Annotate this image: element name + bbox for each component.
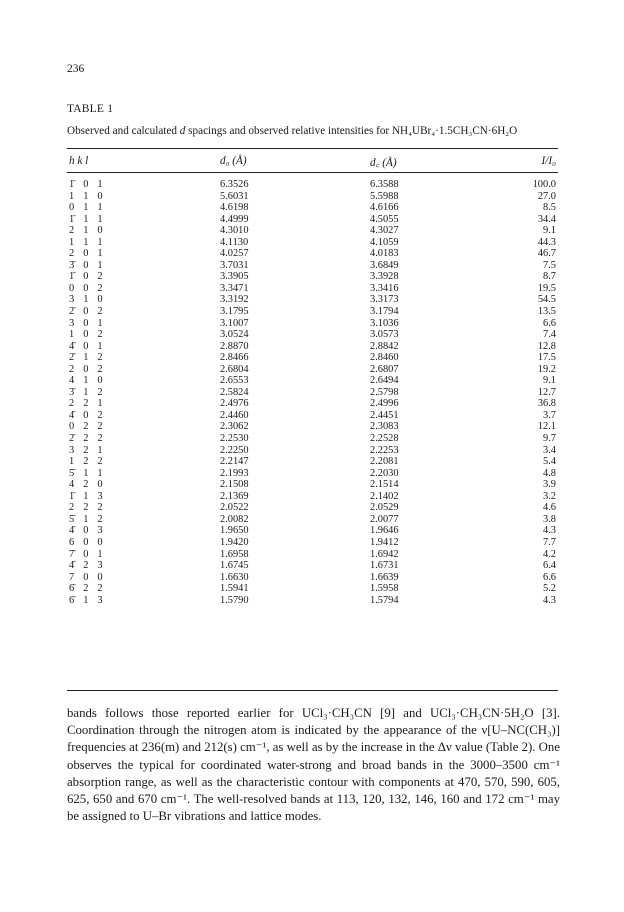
- cell-d-calc: 1.5794: [370, 594, 399, 606]
- cell-d-obs: 3.1007: [220, 317, 249, 329]
- table-row: [0, 387, 624, 399]
- table-row: [0, 214, 624, 226]
- table-row: [0, 572, 624, 584]
- cell-hkl: 7 0 0: [69, 571, 106, 583]
- cell-hkl: 1̄ 0 2: [69, 271, 106, 283]
- cell-intensity: 6.6: [543, 571, 556, 583]
- cell-intensity: 4.6: [543, 502, 556, 514]
- cell-intensity: 3.7: [543, 409, 556, 421]
- table-row: [0, 595, 624, 607]
- cell-intensity: 3.2: [543, 490, 556, 502]
- table-bottom-rule: [67, 690, 558, 691]
- cell-d-obs: 4.3010: [220, 225, 249, 237]
- cell-d-calc: 1.6639: [370, 571, 399, 583]
- table-row: [0, 491, 624, 503]
- cell-d-calc: 1.9646: [370, 525, 399, 537]
- cell-intensity: 27.0: [537, 190, 556, 202]
- cell-d-obs: 2.0082: [220, 513, 249, 525]
- cell-intensity: 7.4: [543, 329, 556, 341]
- cell-d-obs: 2.2250: [220, 444, 249, 456]
- column-header-d-calc: d꜀ (Å): [370, 157, 397, 169]
- cell-hkl: 2 1 0: [69, 225, 106, 237]
- cell-d-obs: 3.3905: [220, 271, 249, 283]
- cell-intensity: 19.2: [537, 363, 556, 375]
- table-row: [0, 583, 624, 595]
- cell-intensity: 46.7: [537, 248, 556, 260]
- cell-intensity: 13.5: [537, 306, 556, 318]
- cell-hkl: 6 0 0: [69, 536, 106, 548]
- cell-d-calc: 4.5055: [370, 213, 399, 225]
- cell-hkl: 4 1 0: [69, 375, 106, 387]
- table-row: [0, 271, 624, 283]
- cell-intensity: 4.2: [543, 548, 556, 560]
- cell-d-obs: 1.6630: [220, 571, 249, 583]
- cell-d-obs: 4.0257: [220, 248, 249, 260]
- cell-hkl: 1 1 0: [69, 190, 106, 202]
- cell-d-calc: 3.6849: [370, 259, 399, 271]
- cell-hkl: 1̄ 1 1: [69, 213, 106, 225]
- cell-d-calc: 2.2528: [370, 433, 399, 445]
- table-row: [0, 179, 624, 191]
- cell-hkl: 6̄ 2 2: [69, 583, 106, 595]
- table-row: [0, 306, 624, 318]
- cell-d-calc: 2.0529: [370, 502, 399, 514]
- cell-hkl: 4 2 0: [69, 479, 106, 491]
- cell-hkl: 5̄ 1 1: [69, 467, 106, 479]
- cell-intensity: 8.7: [543, 271, 556, 283]
- table-row: [0, 352, 624, 364]
- cell-intensity: 4.3: [543, 594, 556, 606]
- table-caption: [67, 125, 517, 137]
- cell-hkl: 3 1 0: [69, 294, 106, 306]
- cell-intensity: 100.0: [532, 179, 556, 190]
- cell-hkl: 1 2 2: [69, 456, 106, 468]
- cell-d-calc: 2.2081: [370, 456, 399, 468]
- table-row: [0, 375, 624, 387]
- body-paragraph: bands follows those reported earlier for UCl₃·CH₃CN [9] and UCl₃·CH₃CN·5H₂O [3]. Coordination through the nitrogen atom is indicated by the appearance of the ν[U–NC(CH₃)] frequencies at 236(m) and 212(s) cm⁻¹, as well as by the increase in the Δν value (Table 2). One observes the typical for coordinated water-strong and broad bands in the 3000–3500 cm⁻¹ absorption range, as well as the characteristic contour with components at 470, 570, 590, 605, 625, 650 and 670 cm⁻¹. The well-resolved bands at 113, 120, 132, 146, 160 and 172 cm⁻¹ may be assigned to U–Br vibrations and lattice modes.: [67, 706, 560, 824]
- cell-d-obs: 6.3526: [220, 179, 249, 190]
- table-row: [0, 410, 624, 422]
- cell-d-calc: 5.5988: [370, 190, 399, 202]
- cell-hkl: 3 2 1: [69, 444, 106, 456]
- cell-d-calc: 2.3083: [370, 421, 399, 433]
- cell-intensity: 12.8: [537, 340, 556, 352]
- cell-d-obs: 1.6745: [220, 560, 249, 572]
- cell-d-calc: 4.6166: [370, 202, 399, 214]
- cell-d-obs: 3.3471: [220, 282, 249, 294]
- cell-hkl: 1̄ 1 3: [69, 490, 106, 502]
- cell-hkl: 3 0 1: [69, 317, 106, 329]
- cell-hkl: 3̄ 1 2: [69, 386, 106, 398]
- cell-intensity: 4.3: [543, 525, 556, 537]
- cell-d-calc: 2.0077: [370, 513, 399, 525]
- cell-d-obs: 2.1369: [220, 490, 249, 502]
- cell-intensity: 9.1: [543, 225, 556, 237]
- cell-hkl: 2̄ 2 2: [69, 433, 106, 445]
- table-row: [0, 560, 624, 572]
- cell-d-obs: 2.3062: [220, 421, 249, 433]
- cell-intensity: 3.8: [543, 513, 556, 525]
- cell-d-obs: 1.9650: [220, 525, 249, 537]
- table-row: [0, 514, 624, 526]
- cell-intensity: 12.1: [537, 421, 556, 433]
- cell-hkl: 2̄ 0 2: [69, 306, 106, 318]
- cell-d-obs: 2.4460: [220, 409, 249, 421]
- cell-hkl: 2 0 1: [69, 248, 106, 260]
- table-row: [0, 433, 624, 445]
- cell-hkl: 1 1 1: [69, 236, 106, 248]
- cell-d-obs: 2.8870: [220, 340, 249, 352]
- cell-hkl: 1 0 2: [69, 329, 106, 341]
- column-header-d-obs: d₀ (Å): [220, 155, 247, 167]
- table-row: [0, 537, 624, 549]
- cell-hkl: 7̄ 0 1: [69, 548, 106, 560]
- cell-d-obs: 2.6553: [220, 375, 249, 387]
- cell-intensity: 36.8: [537, 398, 556, 410]
- cell-d-calc: 2.2030: [370, 467, 399, 479]
- cell-intensity: 7.7: [543, 536, 556, 548]
- column-header-intensity: I/I₀: [541, 155, 556, 167]
- cell-intensity: 17.5: [537, 352, 556, 364]
- cell-intensity: 19.5: [537, 282, 556, 294]
- caption-suffix: spacings and observed relative intensities for NH₄UBr₄·1.5CH₃CN·6H₂O: [185, 125, 518, 137]
- table-top-rule: [67, 148, 558, 149]
- cell-hkl: 0 2 2: [69, 421, 106, 433]
- table-row: [0, 398, 624, 410]
- cell-d-obs: 3.7031: [220, 259, 249, 271]
- cell-d-obs: 1.5790: [220, 594, 249, 606]
- table-row: [0, 283, 624, 295]
- table-header-rule: [67, 172, 558, 173]
- cell-d-calc: 4.3027: [370, 225, 399, 237]
- cell-d-calc: 2.1402: [370, 490, 399, 502]
- cell-d-obs: 2.1508: [220, 479, 249, 491]
- table-row: [0, 421, 624, 433]
- cell-d-obs: 3.1795: [220, 306, 249, 318]
- cell-intensity: 9.7: [543, 433, 556, 445]
- cell-d-obs: 4.6198: [220, 202, 249, 214]
- table-row: [0, 479, 624, 491]
- caption-prefix: Observed and calculated: [67, 125, 180, 137]
- cell-intensity: 44.3: [537, 236, 556, 248]
- cell-intensity: 3.9: [543, 479, 556, 491]
- cell-d-obs: 2.2530: [220, 433, 249, 445]
- cell-hkl: 0 0 2: [69, 282, 106, 294]
- cell-d-obs: 2.6804: [220, 363, 249, 375]
- table-row: [0, 318, 624, 330]
- cell-hkl: 4̄ 0 3: [69, 525, 106, 537]
- cell-hkl: 6̄ 1 3: [69, 594, 106, 606]
- table-row: [0, 468, 624, 480]
- table-row: [0, 502, 624, 514]
- cell-d-obs: 5.6031: [220, 190, 249, 202]
- cell-d-obs: 2.5824: [220, 386, 249, 398]
- page-number: 236: [67, 63, 85, 75]
- cell-d-calc: 2.8460: [370, 352, 399, 364]
- table-row: [0, 294, 624, 306]
- cell-hkl: 4̄ 0 2: [69, 409, 106, 421]
- cell-d-calc: 3.3173: [370, 294, 399, 306]
- cell-d-obs: 1.9420: [220, 536, 249, 548]
- cell-hkl: 3̄ 0 1: [69, 259, 106, 271]
- cell-hkl: 2 2 2: [69, 502, 106, 514]
- cell-d-calc: 4.0183: [370, 248, 399, 260]
- table-row: [0, 364, 624, 376]
- table-row: [0, 237, 624, 249]
- table-body: [0, 179, 624, 606]
- cell-d-obs: 2.4976: [220, 398, 249, 410]
- table-row: [0, 329, 624, 341]
- cell-d-obs: 1.6958: [220, 548, 249, 560]
- cell-d-obs: 2.2147: [220, 456, 249, 468]
- cell-hkl: 0 1 1: [69, 202, 106, 214]
- table-row: [0, 202, 624, 214]
- cell-d-obs: 3.0524: [220, 329, 249, 341]
- cell-d-calc: 2.6494: [370, 375, 399, 387]
- cell-intensity: 4.8: [543, 467, 556, 479]
- table-row: [0, 248, 624, 260]
- cell-d-obs: 2.0522: [220, 502, 249, 514]
- cell-d-calc: 4.1059: [370, 236, 399, 248]
- cell-intensity: 5.2: [543, 583, 556, 595]
- cell-hkl: 2̄ 1 2: [69, 352, 106, 364]
- cell-d-calc: 1.6731: [370, 560, 399, 572]
- cell-d-calc: 1.5958: [370, 583, 399, 595]
- cell-d-calc: 3.1794: [370, 306, 399, 318]
- cell-d-calc: 1.6942: [370, 548, 399, 560]
- cell-intensity: 12.7: [537, 386, 556, 398]
- cell-intensity: 3.4: [543, 444, 556, 456]
- cell-hkl: 2 0 2: [69, 363, 106, 375]
- cell-d-calc: 2.4451: [370, 409, 399, 421]
- table-label: TABLE 1: [67, 103, 114, 115]
- table-row: [0, 225, 624, 237]
- cell-hkl: 1̄ 0 1: [69, 179, 106, 190]
- table-row: [0, 191, 624, 203]
- cell-d-calc: 6.3588: [370, 179, 399, 190]
- column-header-hkl: h k l: [69, 155, 89, 167]
- cell-hkl: 5̄ 1 2: [69, 513, 106, 525]
- cell-d-calc: 3.3928: [370, 271, 399, 283]
- caption-italic: d: [179, 125, 186, 137]
- cell-d-calc: 2.5798: [370, 386, 399, 398]
- cell-intensity: 6.4: [543, 560, 556, 572]
- cell-d-calc: 2.8842: [370, 340, 399, 352]
- cell-d-calc: 2.2253: [370, 444, 399, 456]
- cell-d-calc: 3.3416: [370, 282, 399, 294]
- cell-d-obs: 2.8466: [220, 352, 249, 364]
- cell-d-calc: 1.9412: [370, 536, 399, 548]
- cell-d-calc: 2.6807: [370, 363, 399, 375]
- cell-intensity: 9.1: [543, 375, 556, 387]
- cell-d-calc: 3.0573: [370, 329, 399, 341]
- table-row: [0, 456, 624, 468]
- table-row: [0, 549, 624, 561]
- table-row: [0, 341, 624, 353]
- cell-hkl: 4̄ 0 1: [69, 340, 106, 352]
- cell-d-calc: 2.4996: [370, 398, 399, 410]
- cell-hkl: 4̄ 2 3: [69, 560, 106, 572]
- table-row: [0, 445, 624, 457]
- table-row: [0, 525, 624, 537]
- cell-hkl: 2 2 1: [69, 398, 106, 410]
- cell-d-calc: 2.1514: [370, 479, 399, 491]
- cell-intensity: 34.4: [537, 213, 556, 225]
- cell-d-obs: 2.1993: [220, 467, 249, 479]
- cell-d-obs: 3.3192: [220, 294, 249, 306]
- table-row: [0, 260, 624, 272]
- cell-d-obs: 4.1130: [220, 236, 249, 248]
- cell-intensity: 5.4: [543, 456, 556, 468]
- cell-intensity: 8.5: [543, 202, 556, 214]
- cell-intensity: 6.6: [543, 317, 556, 329]
- cell-d-obs: 1.5941: [220, 583, 249, 595]
- cell-d-obs: 4.4999: [220, 213, 249, 225]
- cell-intensity: 54.5: [537, 294, 556, 306]
- cell-d-calc: 3.1036: [370, 317, 399, 329]
- cell-intensity: 7.5: [543, 259, 556, 271]
